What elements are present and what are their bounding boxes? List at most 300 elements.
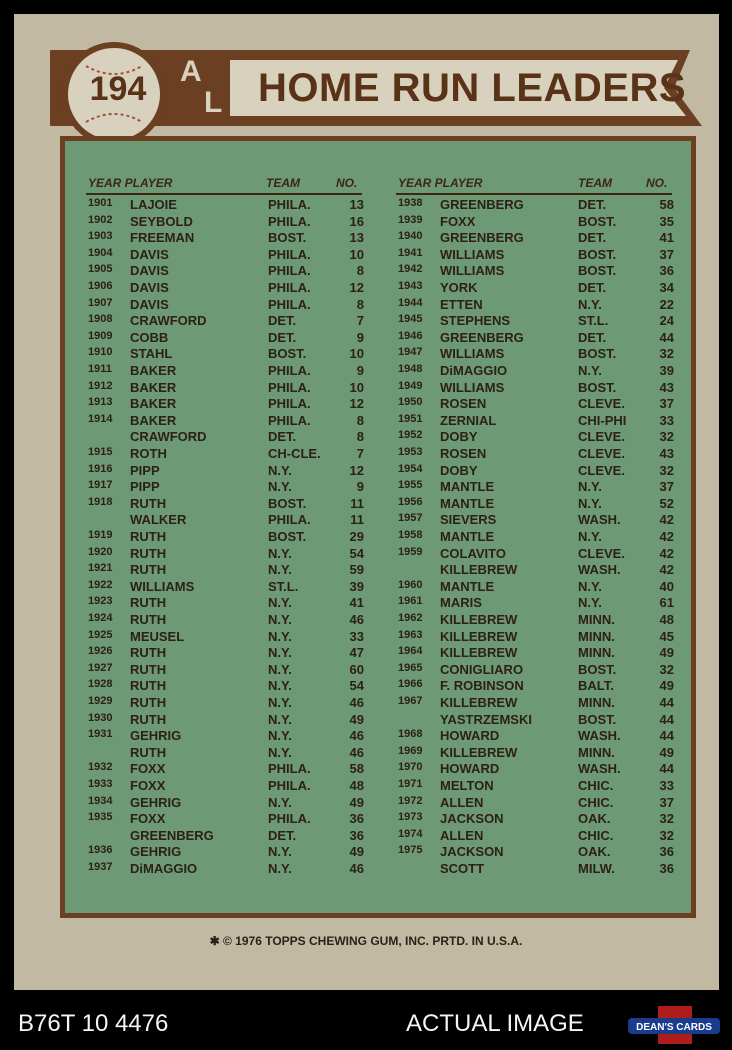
leader-row — [398, 396, 674, 412]
row-no: 49 — [349, 844, 364, 860]
leader-row — [398, 346, 674, 362]
row-player: GREENBERG — [440, 230, 524, 246]
leader-row — [398, 313, 674, 329]
row-player: CONIGLIARO — [440, 661, 524, 677]
row-no: 49 — [659, 678, 674, 694]
leader-row — [398, 297, 674, 313]
right-header-team: TEAM — [578, 176, 612, 190]
leader-row — [398, 645, 674, 661]
row-no: 58 — [659, 197, 674, 212]
row-team: MINN. — [578, 695, 615, 710]
leader-row — [88, 828, 364, 844]
row-team: DET. — [268, 827, 297, 843]
row-no: 60 — [349, 661, 364, 677]
logo-text: DEAN'S CARDS — [636, 1022, 712, 1033]
row-no: 36 — [349, 827, 364, 843]
leader-row — [88, 811, 364, 827]
row-year: 1957 — [398, 512, 423, 525]
row-year: 1966 — [398, 678, 423, 691]
leader-row — [398, 197, 674, 213]
row-player: ZERNIAL — [440, 412, 497, 428]
row-no: 37 — [659, 396, 674, 412]
leader-row — [398, 579, 674, 595]
deans-cards-logo — [628, 1006, 720, 1044]
row-year: 1945 — [398, 313, 423, 326]
row-team: PHILA. — [268, 263, 311, 279]
row-year: 1902 — [88, 213, 113, 226]
row-no: 42 — [659, 512, 674, 528]
row-year: 1939 — [398, 213, 423, 226]
row-player: HOWARD — [440, 761, 500, 777]
row-no: 37 — [659, 246, 674, 262]
row-player: SCOTT — [440, 861, 485, 876]
row-player: RUTH — [130, 495, 167, 511]
row-team: MINN. — [578, 645, 615, 661]
card-title: HOME RUN LEADERS — [258, 66, 687, 110]
row-year: 1954 — [398, 462, 423, 475]
left-header-no: NO. — [336, 176, 358, 190]
leader-row — [88, 396, 364, 412]
row-team: PHILA. — [268, 761, 311, 777]
row-year: 1941 — [398, 246, 423, 259]
leader-row — [88, 363, 364, 379]
row-year: 1937 — [88, 861, 113, 873]
row-team: MILW. — [578, 861, 615, 876]
row-team: PHILA. — [268, 363, 311, 378]
row-no: 41 — [349, 595, 364, 611]
row-no: 8 — [356, 412, 364, 428]
row-no: 48 — [659, 612, 674, 627]
leader-row — [88, 446, 364, 462]
row-player: KILLEBREW — [440, 645, 518, 661]
row-player: WILLIAMS — [440, 246, 505, 262]
row-year: 1969 — [398, 744, 423, 757]
row-year: 1904 — [88, 246, 113, 259]
row-team: PHILA. — [268, 296, 311, 312]
row-player: ETTEN — [440, 296, 483, 312]
row-team: CLEVE. — [578, 429, 625, 445]
leader-row — [398, 629, 674, 645]
row-player: DOBY — [440, 462, 478, 478]
row-team: DET. — [268, 313, 297, 329]
row-year: 1959 — [398, 545, 423, 558]
row-player: MELTON — [440, 778, 494, 793]
row-team: N.Y. — [268, 479, 292, 495]
row-year: 1912 — [88, 379, 113, 392]
row-player: STAHL — [130, 346, 173, 362]
leader-row — [398, 479, 674, 495]
row-team: BOST. — [268, 230, 307, 246]
row-year: 1955 — [398, 479, 423, 492]
row-team: CLEVE. — [578, 446, 625, 461]
row-team: N.Y. — [268, 695, 292, 710]
row-team: MINN. — [578, 612, 615, 627]
row-player: MANTLE — [440, 578, 495, 594]
row-no: 44 — [659, 695, 674, 710]
row-no: 9 — [356, 329, 364, 345]
leader-row — [398, 512, 674, 528]
row-player: RUTH — [130, 595, 167, 611]
leader-row — [88, 297, 364, 313]
leader-row — [88, 263, 364, 279]
leader-row — [398, 795, 674, 811]
row-no: 52 — [659, 495, 674, 511]
row-year: 1907 — [88, 296, 113, 309]
row-player: ALLEN — [440, 827, 484, 843]
leader-row — [398, 214, 674, 230]
row-player: CRAWFORD — [130, 429, 207, 445]
row-no: 58 — [349, 761, 364, 777]
row-year: 1943 — [398, 280, 423, 292]
row-team: OAK. — [578, 844, 611, 860]
row-year: 1942 — [398, 263, 423, 276]
cert-number: B76T 10 4476 — [18, 1010, 169, 1037]
leader-row — [88, 695, 364, 711]
row-no: 32 — [659, 661, 674, 677]
row-team: DET. — [578, 329, 607, 345]
row-year: 1956 — [398, 495, 423, 508]
row-year: 1919 — [88, 529, 113, 541]
row-year: 1926 — [88, 645, 113, 658]
row-team: N.Y. — [268, 794, 292, 810]
row-year: 1901 — [88, 197, 113, 209]
row-team: BOST. — [578, 379, 617, 395]
row-team: BOST. — [268, 346, 307, 362]
row-player: RUTH — [130, 695, 167, 710]
row-no: 43 — [659, 379, 674, 395]
row-player: DiMAGGIO — [130, 861, 198, 876]
row-year: 1968 — [398, 728, 423, 741]
row-no: 32 — [659, 811, 674, 827]
row-player: COLAVITO — [440, 545, 506, 561]
row-year: 1905 — [88, 263, 113, 276]
leader-row — [88, 562, 364, 578]
copyright-footer: ✱ © 1976 TOPPS CHEWING GUM, INC. PRTD. IN U.S.A. — [209, 934, 523, 948]
row-year: 1974 — [398, 827, 423, 840]
right-header-rule — [396, 193, 672, 195]
row-team: DET. — [268, 429, 297, 445]
row-year: 1933 — [88, 778, 113, 790]
row-no: 37 — [659, 479, 674, 495]
leader-row — [88, 346, 364, 362]
row-year: 1925 — [88, 628, 113, 641]
row-team: CHIC. — [578, 778, 614, 793]
row-team: PHILA. — [268, 197, 311, 212]
row-team: N.Y. — [268, 844, 292, 860]
row-no: 10 — [349, 346, 364, 362]
leader-row — [88, 795, 364, 811]
row-player: WILLIAMS — [440, 263, 505, 279]
leader-row — [88, 197, 364, 213]
row-player: GEHRIG — [130, 794, 182, 810]
row-year: 1953 — [398, 446, 423, 458]
leader-row — [398, 595, 674, 611]
row-no: 49 — [349, 794, 364, 810]
leader-row — [88, 280, 364, 296]
row-no: 40 — [659, 578, 674, 594]
leader-row — [88, 330, 364, 346]
row-no: 42 — [659, 545, 674, 561]
leader-row — [88, 629, 364, 645]
row-team: N.Y. — [578, 495, 602, 511]
row-year: 1922 — [88, 578, 113, 591]
right-header-no: NO. — [646, 176, 668, 190]
leader-row — [398, 380, 674, 396]
row-player: BAKER — [130, 412, 177, 428]
row-team: N.Y. — [268, 861, 292, 876]
row-year: 1936 — [88, 844, 113, 857]
row-player: SIEVERS — [440, 512, 497, 528]
row-no: 32 — [659, 827, 674, 843]
row-no: 36 — [659, 844, 674, 860]
row-year: 1963 — [398, 628, 423, 641]
row-year: 1930 — [88, 711, 113, 724]
row-no: 32 — [659, 429, 674, 445]
row-player: ALLEN — [440, 794, 484, 810]
row-team: N.Y. — [268, 678, 292, 694]
row-no: 8 — [356, 429, 364, 445]
row-year: 1931 — [88, 728, 113, 741]
row-player: YORK — [440, 280, 478, 295]
row-team: N.Y. — [268, 562, 292, 578]
row-year: 1951 — [398, 412, 423, 425]
row-team: MINN. — [578, 744, 615, 760]
row-team: WASH. — [578, 728, 621, 744]
leader-row — [88, 662, 364, 678]
row-team: N.Y. — [578, 296, 602, 312]
row-year: 1918 — [88, 495, 113, 508]
leader-row — [398, 496, 674, 512]
row-player: DAVIS — [130, 296, 169, 312]
row-no: 12 — [349, 280, 364, 295]
row-team: PHILA. — [268, 246, 311, 262]
row-player: BAKER — [130, 379, 177, 395]
leader-row — [88, 230, 364, 246]
row-player: RUTH — [130, 661, 167, 677]
row-team: N.Y. — [268, 645, 292, 661]
leader-row — [398, 546, 674, 562]
leader-row — [398, 844, 674, 860]
leader-row — [88, 380, 364, 396]
row-player: DOBY — [440, 429, 478, 445]
row-team: N.Y. — [578, 363, 602, 378]
row-no: 11 — [350, 512, 364, 528]
row-player: FOXX — [130, 778, 166, 793]
leader-row — [398, 778, 674, 794]
row-player: HOWARD — [440, 728, 500, 744]
row-year: 1948 — [398, 363, 423, 375]
row-no: 46 — [349, 612, 364, 627]
row-player: DAVIS — [130, 280, 169, 295]
row-player: RUTH — [130, 612, 167, 627]
row-team: N.Y. — [268, 711, 292, 727]
row-team: BOST. — [578, 263, 617, 279]
leader-row — [88, 413, 364, 429]
league-l: L — [204, 86, 223, 119]
row-player: GREENBERG — [440, 197, 524, 212]
row-year: 1975 — [398, 844, 423, 857]
row-team: BOST. — [578, 346, 617, 362]
row-team: CHIC. — [578, 827, 614, 843]
row-year: 1917 — [88, 479, 113, 492]
row-player: CRAWFORD — [130, 313, 207, 329]
row-player: FREEMAN — [130, 230, 195, 246]
row-team: DET. — [578, 197, 607, 212]
row-team: N.Y. — [268, 728, 292, 744]
row-player: DiMAGGIO — [440, 363, 508, 378]
row-no: 33 — [659, 778, 674, 793]
row-player: BAKER — [130, 396, 177, 412]
row-team: PHILA. — [268, 412, 311, 428]
row-year: 1952 — [398, 429, 423, 442]
row-no: 12 — [349, 396, 364, 412]
row-year: 1910 — [88, 346, 113, 359]
leader-row — [398, 662, 674, 678]
row-player: RUTH — [130, 711, 167, 727]
row-year: 1946 — [398, 329, 423, 342]
row-player: ROSEN — [440, 446, 487, 461]
row-player: JACKSON — [440, 811, 504, 827]
actual-image-label: ACTUAL IMAGE — [406, 1010, 584, 1037]
row-player: STEPHENS — [440, 313, 511, 329]
row-no: 54 — [349, 545, 364, 561]
row-year: 1934 — [88, 794, 113, 807]
leader-row — [88, 546, 364, 562]
row-player: WALKER — [130, 512, 187, 528]
row-no: 41 — [659, 230, 674, 246]
row-player: MANTLE — [440, 529, 495, 544]
row-no: 32 — [659, 346, 674, 362]
leader-row — [398, 230, 674, 246]
row-year: 1962 — [398, 612, 423, 624]
leader-row — [398, 761, 674, 777]
row-player: KILLEBREW — [440, 562, 518, 578]
leader-row — [398, 363, 674, 379]
row-no: 29 — [349, 529, 364, 544]
row-year: 1967 — [398, 695, 423, 707]
row-team: PHILA. — [268, 379, 311, 395]
row-no: 22 — [659, 296, 674, 312]
row-no: 34 — [659, 280, 674, 295]
row-player: LAJOIE — [130, 197, 177, 212]
leader-row — [88, 612, 364, 628]
row-team: N.Y. — [578, 479, 602, 495]
row-team: N.Y. — [268, 744, 292, 760]
row-no: 46 — [349, 695, 364, 710]
row-player: FOXX — [130, 761, 166, 777]
leader-row — [398, 247, 674, 263]
leader-row — [398, 562, 674, 578]
leader-row — [88, 728, 364, 744]
row-player: JACKSON — [440, 844, 504, 860]
row-player: KILLEBREW — [440, 744, 518, 760]
leader-row — [398, 529, 674, 545]
row-team: N.Y. — [268, 545, 292, 561]
row-year: 1973 — [398, 811, 423, 824]
leader-row — [398, 330, 674, 346]
row-player: RUTH — [130, 545, 167, 561]
row-player: MARIS — [440, 595, 482, 611]
row-team: WASH. — [578, 761, 621, 777]
row-no: 9 — [356, 479, 364, 495]
row-no: 49 — [349, 711, 364, 727]
row-player: RUTH — [130, 529, 167, 544]
row-team: DET. — [578, 280, 607, 295]
row-player: SEYBOLD — [130, 213, 193, 229]
row-team: CH-CLE. — [268, 446, 321, 461]
row-no: 43 — [659, 446, 674, 461]
row-no: 24 — [659, 313, 674, 329]
row-player: KILLEBREW — [440, 695, 518, 710]
leader-row — [88, 479, 364, 495]
row-no: 8 — [356, 263, 364, 279]
leader-row — [398, 828, 674, 844]
leader-row — [398, 280, 674, 296]
row-year: 1938 — [398, 197, 423, 209]
row-team: CLEVE. — [578, 396, 625, 412]
row-year: 1929 — [88, 695, 113, 707]
row-year: 1915 — [88, 446, 113, 458]
row-team: N.Y. — [268, 462, 292, 478]
row-no: 36 — [349, 811, 364, 827]
row-year: 1911 — [88, 363, 112, 375]
row-no: 44 — [659, 728, 674, 744]
row-no: 16 — [349, 213, 364, 229]
row-team: BOST. — [578, 711, 617, 727]
row-team: PHILA. — [268, 778, 311, 793]
leader-row — [398, 811, 674, 827]
leader-row — [88, 645, 364, 661]
row-year: 1920 — [88, 545, 113, 558]
row-year: 1958 — [398, 529, 423, 541]
row-player: GREENBERG — [440, 329, 524, 345]
row-no: 46 — [349, 744, 364, 760]
leader-row — [88, 861, 364, 877]
leader-row — [398, 429, 674, 445]
row-player: GREENBERG — [130, 827, 214, 843]
row-team: DET. — [268, 329, 297, 345]
left-header-rule — [86, 193, 362, 195]
leader-row — [88, 512, 364, 528]
row-player: ROSEN — [440, 396, 487, 412]
row-no: 10 — [349, 246, 364, 262]
leader-row — [398, 463, 674, 479]
row-no: 39 — [659, 363, 674, 378]
row-player: F. ROBINSON — [440, 678, 524, 694]
leader-row — [88, 529, 364, 545]
leader-row — [398, 678, 674, 694]
row-player: DAVIS — [130, 263, 169, 279]
row-year: 1950 — [398, 396, 423, 409]
row-player: FOXX — [130, 811, 166, 827]
row-no: 33 — [659, 412, 674, 428]
row-team: N.Y. — [268, 661, 292, 677]
row-no: 46 — [349, 861, 364, 876]
leader-row — [88, 496, 364, 512]
row-player: KILLEBREW — [440, 628, 518, 644]
row-team: BOST. — [268, 495, 307, 511]
row-player: MANTLE — [440, 495, 495, 511]
row-no: 37 — [659, 794, 674, 810]
row-player: YASTRZEMSKI — [440, 711, 532, 727]
row-year: 1971 — [398, 778, 423, 790]
row-year: 1928 — [88, 678, 113, 691]
row-year: 1960 — [398, 578, 423, 591]
row-player: RUTH — [130, 678, 167, 694]
leader-row — [398, 446, 674, 462]
row-player: PIPP — [130, 462, 160, 478]
leader-row — [398, 695, 674, 711]
